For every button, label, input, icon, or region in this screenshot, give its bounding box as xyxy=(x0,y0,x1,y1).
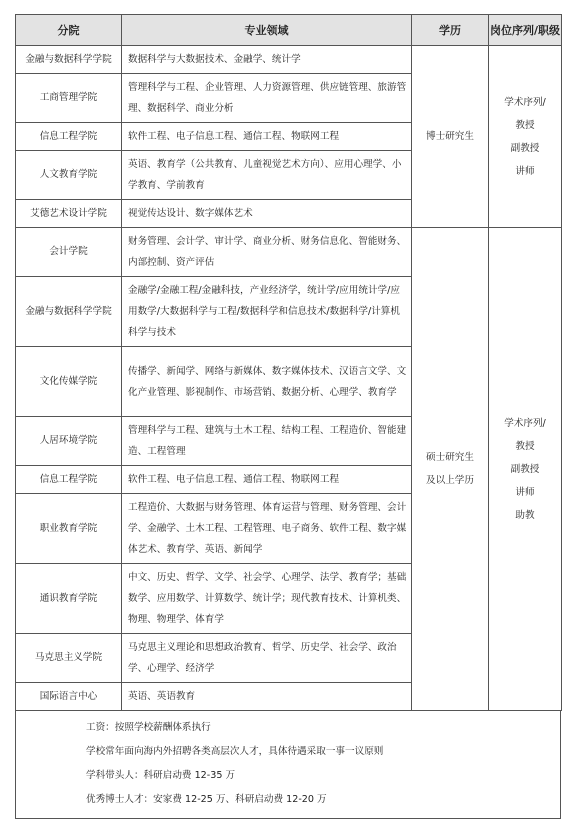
position-line: 学术序列/ xyxy=(504,417,546,429)
position-line: 讲师 xyxy=(515,486,535,498)
header-degree: 学历 xyxy=(412,15,489,46)
position-line: 教授 xyxy=(515,119,535,131)
dept-cell: 信息工程学院 xyxy=(16,466,122,494)
header-row xyxy=(16,15,562,46)
position-line: 副教授 xyxy=(510,463,540,475)
position-cell-doctoral xyxy=(489,46,562,228)
position-line: 教授 xyxy=(515,440,535,452)
field-cell: 英语、英语教育 xyxy=(122,683,412,711)
footer-notes xyxy=(15,711,561,819)
dept-cell: 金融与数据科学学院 xyxy=(16,46,122,74)
dept-cell: 人居环境学院 xyxy=(16,417,122,466)
footer-line: 学校常年面向海内外招聘各类高层次人才，具体待遇采取一事一议原则 xyxy=(86,746,384,757)
field-cell: 工程造价、大数据与财务管理、体育运营与管理、财务管理、会计学、金融学、土木工程、工程管理、电子商务、软件工程、数字媒体艺术、教育学、英语、新闻学 xyxy=(122,494,412,564)
dept-cell: 会计学院 xyxy=(16,228,122,277)
field-cell: 数据科学与大数据技术、金融学、统计学 xyxy=(122,46,412,74)
field-cell: 视觉传达设计、数字媒体艺术 xyxy=(122,200,412,228)
position-line: 讲师 xyxy=(515,165,535,177)
recruitment-sheet xyxy=(15,14,561,819)
header-dept: 分院 xyxy=(16,15,122,46)
footer-line: 学科带头人：科研启动费 12-35 万 xyxy=(86,770,236,781)
dept-cell: 人文教育学院 xyxy=(16,151,122,200)
field-cell: 软件工程、电子信息工程、通信工程、物联网工程 xyxy=(122,466,412,494)
degree-line: 及以上学历 xyxy=(426,475,474,486)
dept-cell: 职业教育学院 xyxy=(16,494,122,564)
footer-line: 优秀博士人才：安家费 12-25 万、科研启动费 12-20 万 xyxy=(86,794,327,805)
field-cell: 中文、历史、哲学、文学、社会学、心理学、法学、教育学；基础数学、应用数学、计算数学、统计学；现代教育技术、计算机类、物理、物理学、体育学 xyxy=(122,564,412,634)
footer-line: 工资：按照学校薪酬体系执行 xyxy=(86,722,211,733)
field-cell: 管理科学与工程、建筑与土木工程、结构工程、工程造价、智能建造、工程管理 xyxy=(122,417,412,466)
field-cell: 马克思主义理论和思想政治教育、哲学、历史学、社会学、政治学、心理学、经济学 xyxy=(122,634,412,683)
dept-cell: 信息工程学院 xyxy=(16,123,122,151)
field-cell: 财务管理、会计学、审计学、商业分析、财务信息化、智能财务、内部控制、资产评估 xyxy=(122,228,412,277)
field-cell: 软件工程、电子信息工程、通信工程、物联网工程 xyxy=(122,123,412,151)
positions-table xyxy=(15,14,562,711)
degree-text: 博士研究生 xyxy=(426,130,474,142)
dept-cell: 马克思主义学院 xyxy=(16,634,122,683)
position-cell-masters xyxy=(489,228,562,711)
dept-cell: 艾德艺术设计学院 xyxy=(16,200,122,228)
dept-cell: 工商管理学院 xyxy=(16,74,122,123)
header-field: 专业领域 xyxy=(122,15,412,46)
degree-cell-masters xyxy=(412,228,489,711)
position-line: 学术序列/ xyxy=(504,96,546,108)
position-line: 副教授 xyxy=(510,142,540,154)
position-line: 助教 xyxy=(515,509,535,521)
dept-cell: 金融与数据科学学院 xyxy=(16,277,122,347)
field-cell: 英语、教育学（公共教育、儿童视觉艺术方向）、应用心理学、小学教育、学前教育 xyxy=(122,151,412,200)
field-cell: 金融学/金融工程/金融科技，产业经济学，统计学/应用统计学/应用数学/大数据科学与工程/数据科学和信息技术/数据科学/计算机科学与技术 xyxy=(122,277,412,347)
dept-cell: 国际语言中心 xyxy=(16,683,122,711)
field-cell: 管理科学与工程、企业管理、人力资源管理、供应链管理、旅游管理、数据科学、商业分析 xyxy=(122,74,412,123)
dept-cell: 文化传媒学院 xyxy=(16,347,122,417)
degree-line: 硕士研究生 xyxy=(426,452,474,463)
degree-cell-doctoral xyxy=(412,46,489,228)
field-cell: 传播学、新闻学、网络与新媒体、数字媒体技术、汉语言文学、文化产业管理、影视制作、市场营销、数据分析、心理学、教育学 xyxy=(122,347,412,417)
table-row xyxy=(16,228,562,277)
dept-cell: 通识教育学院 xyxy=(16,564,122,634)
table-row xyxy=(16,46,562,74)
header-position: 岗位序列/职级 xyxy=(489,15,562,46)
